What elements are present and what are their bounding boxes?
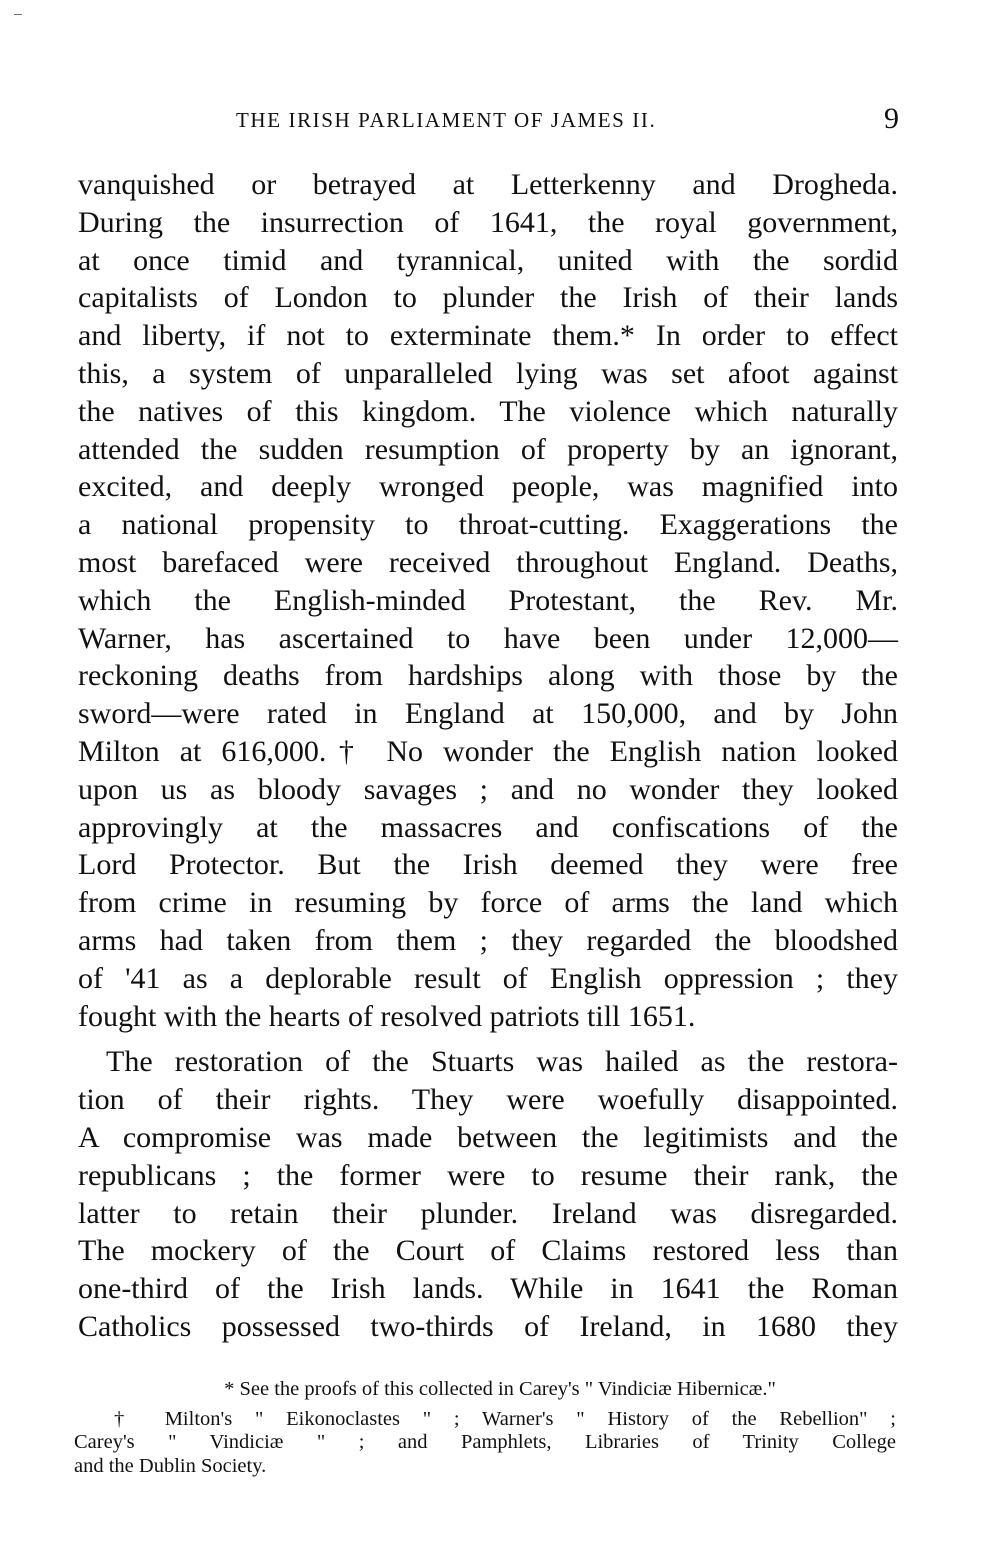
text-line: reckoning deaths from hardships along with those by the — [78, 659, 898, 693]
footnote-2-line: Carey's " Vindiciæ " ; and Pamphlets, Libraries of Trinity College — [74, 1431, 896, 1453]
text-line: which the English-minded Protestant, the Rev. Mr. — [78, 583, 898, 617]
text-line: A compromise was made between the legitimists and the — [78, 1120, 898, 1154]
text-line: latter to retain their plunder. Ireland was disregarded. — [78, 1196, 898, 1230]
footnote-2-line: † Milton's " Eikonoclastes " ; Warner's " History of the Rebellion" ; — [114, 1407, 896, 1430]
text-line: capitalists of London to plunder the Irish of their lands — [78, 281, 898, 315]
text-line: this, a system of unparalleled lying was set afoot against — [78, 356, 898, 390]
text-line: of '41 as a deplorable result of English oppression ; they — [78, 961, 898, 995]
paragraph-gap — [78, 1035, 898, 1043]
running-title: THE IRISH PARLIAMENT OF JAMES II. — [236, 108, 657, 132]
text-line: During the insurrection of 1641, the royal government, — [78, 205, 898, 239]
text-line: at once timid and tyrannical, united with the sordid — [78, 243, 898, 277]
text-line: upon us as bloody savages ; and no wonder they looked — [78, 772, 898, 806]
text-line: the natives of this kingdom. The violence which naturally — [78, 394, 898, 428]
text-line: one-third of the Irish lands. While in 1641 the Roman — [78, 1272, 898, 1306]
page-number: 9 — [884, 102, 899, 135]
scan-mark — [14, 14, 22, 15]
text-line: excited, and deeply wronged people, was magnified into — [78, 470, 898, 504]
footnotes — [74, 1378, 896, 1478]
text-line: sword—were rated in England at 150,000, and by John — [78, 697, 898, 731]
text-line: approvingly at the massacres and confiscations of the — [78, 810, 898, 844]
text-line: a national propensity to throat-cutting. Exaggerations the — [78, 508, 898, 542]
text-line: republicans ; the former were to resume their rank, the — [78, 1158, 898, 1192]
text-line: arms had taken from them ; they regarded the bloodshed — [78, 923, 898, 957]
text-line: and liberty, if not to exterminate them.* In order to effect — [78, 319, 898, 353]
text-line: The restoration of the Stuarts was hailed as the restora- — [106, 1045, 898, 1079]
text-line: fought with the hearts of resolved patriots till 1651. — [78, 999, 696, 1033]
body-text — [78, 166, 898, 1346]
footnote-2-line: and the Dublin Society. — [74, 1454, 267, 1477]
text-line: tion of their rights. They were woefully disappointed. — [78, 1083, 898, 1117]
text-line: most barefaced were received throughout England. Deaths, — [78, 545, 898, 579]
text-line: attended the sudden resumption of property by an ignorant, — [78, 432, 898, 466]
text-line: vanquished or betrayed at Letterkenny and Drogheda. — [78, 168, 898, 201]
text-line: Catholics possessed two-thirds of Ireland, in 1680 they — [78, 1309, 898, 1343]
text-line: Warner, has ascertained to have been under 12,000— — [78, 621, 898, 655]
text-line: Lord Protector. But the Irish deemed they were free — [78, 848, 898, 882]
text-line: from crime in resuming by force of arms the land which — [78, 886, 898, 920]
text-line: The mockery of the Court of Claims restored less than — [78, 1234, 898, 1268]
text-line: Milton at 616,000.† No wonder the English nation looked — [78, 734, 898, 768]
footnote-1: * See the proofs of this collected in Carey's " Vindiciæ Hibernicæ." — [224, 1378, 776, 1400]
